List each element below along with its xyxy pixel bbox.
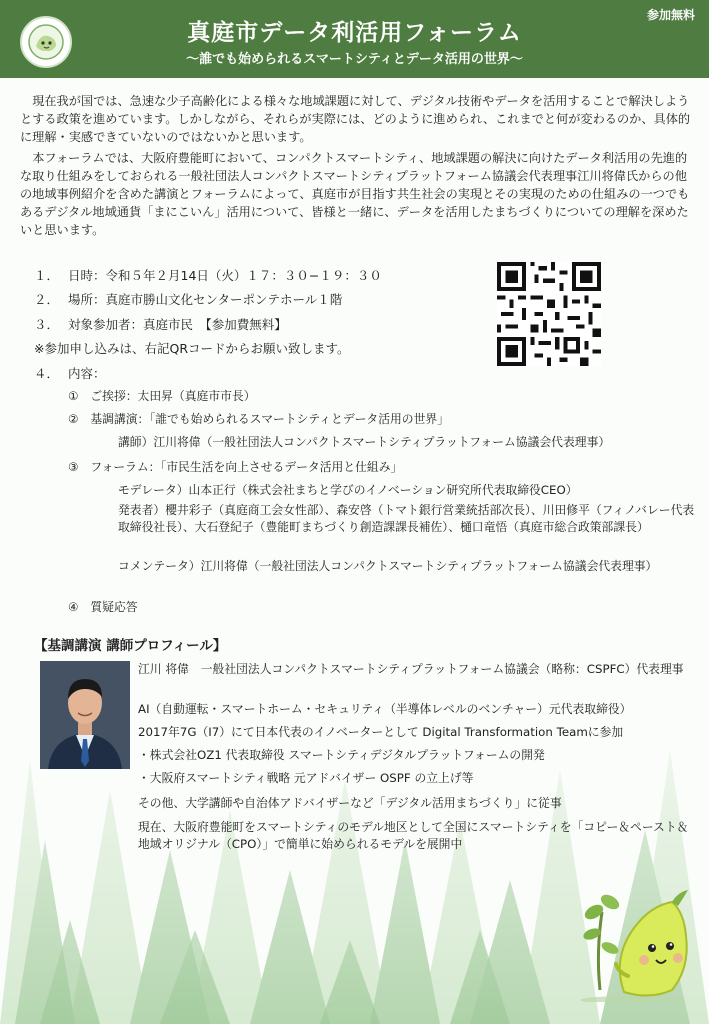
program-qa: ④ 質疑応答 — [68, 600, 138, 614]
item-number: １． — [34, 268, 60, 283]
speaker-photo — [40, 661, 130, 769]
item-number: ３． — [34, 317, 60, 332]
intro-paragraph-1: 現在我が国では、急速な少子高齢化による様々な地域課題に対して、デジタル技術やデータを活用することで解決しようとする政策を進めています。しかしながら、それらが実際には、どのように進められ、これまでと何が変わるのか、具体的に理解・実感できていないのではないかと思います。 — [20, 94, 691, 144]
program-keynote: ② 基調講演：「誰でも始められるスマートシティとデータ活用の世界」 — [68, 412, 449, 426]
registration-note: ※参加申し込みは、右記QRコードからお願い致します。 — [34, 341, 350, 356]
item-text: 日時：令和５年２月14日（火）１７：３０−１９：３０ — [68, 268, 382, 283]
forum-panelists: 発表者）櫻井彩子（真庭商工会女性部）、森安啓（トマト銀行営業統括部次長）、川田修平（フィノバレー代表取締役社長）、大石登紀子（豊能町まちづくり創造課課長補佐）、樋口竜悟（真庭市総合政策部課長） — [118, 503, 695, 534]
page-header — [0, 0, 709, 78]
profile-heading: 【基調講演 講師プロフィール】 — [34, 638, 227, 654]
profile-line: 江川 将偉 一般社団法人コンパクトスマートシティプラットフォーム協議会（略称：CSPFC）代表理事 — [138, 662, 684, 676]
page-subtitle: ～誰でも始められるスマートシティとデータ活用の世界～ — [186, 52, 523, 67]
profile-line: AI（自動運転・スマートホーム・セキュリティ（半導体レベルのベンチャー）元代表取締役） — [138, 702, 632, 716]
detail-item-audience — [34, 315, 287, 333]
item-text: 場所：真庭市勝山文化センターポンテホール１階 — [68, 292, 343, 307]
profile-line: 現在、大阪府豊能町をスマートシティのモデル地区として全国にスマートシティを「コピー＆ペースト＆地域オリジナル（CPO）」で簡単に始められるモデルを展開中 — [138, 820, 689, 851]
forum-moderator: モデレータ）山本正行（株式会社まちと学びのイノベーション研究所代表取締役CEO） — [118, 483, 578, 497]
profile-line: 2017年7G（I7）にて日本代表のイノベーターとして Digital Transformation Teamに参加 — [138, 725, 624, 739]
program-greeting: ① ご挨拶：太田昇（真庭市市長） — [68, 389, 256, 403]
program-forum: ③ フォーラム：「市民生活を向上させるデータ活用と仕組み」 — [68, 460, 403, 474]
page-title: 真庭市データ利活用フォーラム — [187, 20, 522, 46]
item-number: ４． — [34, 366, 60, 381]
mascot-icon — [572, 872, 702, 1002]
intro-paragraph-2: 本フォーラムでは、大阪府豊能町において、コンパクトスマートシティ、地域課題の解決に向けたデータ利活用の先進的な取り仕組みをしておられる一般社団法人コンパクトスマートシティプラットフォーム協議会代表理事江川将偉氏からの他の地域事例紹介を含めた講演とフォーラムによって、真庭市が目指す共生社会の実現とその実現のための仕組みの一つでもあるデジタル地域通貨「まにこいん」活用について、皆様と一緒に、データを活用したまちづくりについての理解を深めたいと思います。 — [20, 151, 690, 237]
free-badge: 参加無料 — [646, 8, 695, 22]
profile-line: ・株式会社OZ1 代表取締役 スマートシティデジタルプラットフォームの開発 — [138, 748, 545, 762]
item-text: 内容： — [68, 366, 106, 381]
detail-item-place — [34, 290, 342, 308]
forum-commentator: コメンテータ）江川将偉（一般社団法人コンパクトスマートシティプラットフォーム協議会代表理事） — [118, 559, 658, 573]
profile-line: その他、大学講師や自治体アドバイザーなど「デジタル活用まちづくり」に従事 — [138, 796, 562, 810]
profile-line: ・大阪府スマートシティ戦略 元アドバイザー OSPF の立上げ等 — [138, 771, 474, 785]
item-text: 対象参加者：真庭市民 【参加費無料】 — [68, 317, 287, 332]
item-number: ２． — [34, 292, 60, 307]
keynote-speaker: 講師）江川将偉（一般社団法人コンパクトスマートシティプラットフォーム協議会代表理事） — [118, 435, 611, 449]
qr-code[interactable] — [497, 262, 601, 366]
detail-item-content — [34, 364, 106, 382]
detail-item-date — [34, 266, 382, 284]
